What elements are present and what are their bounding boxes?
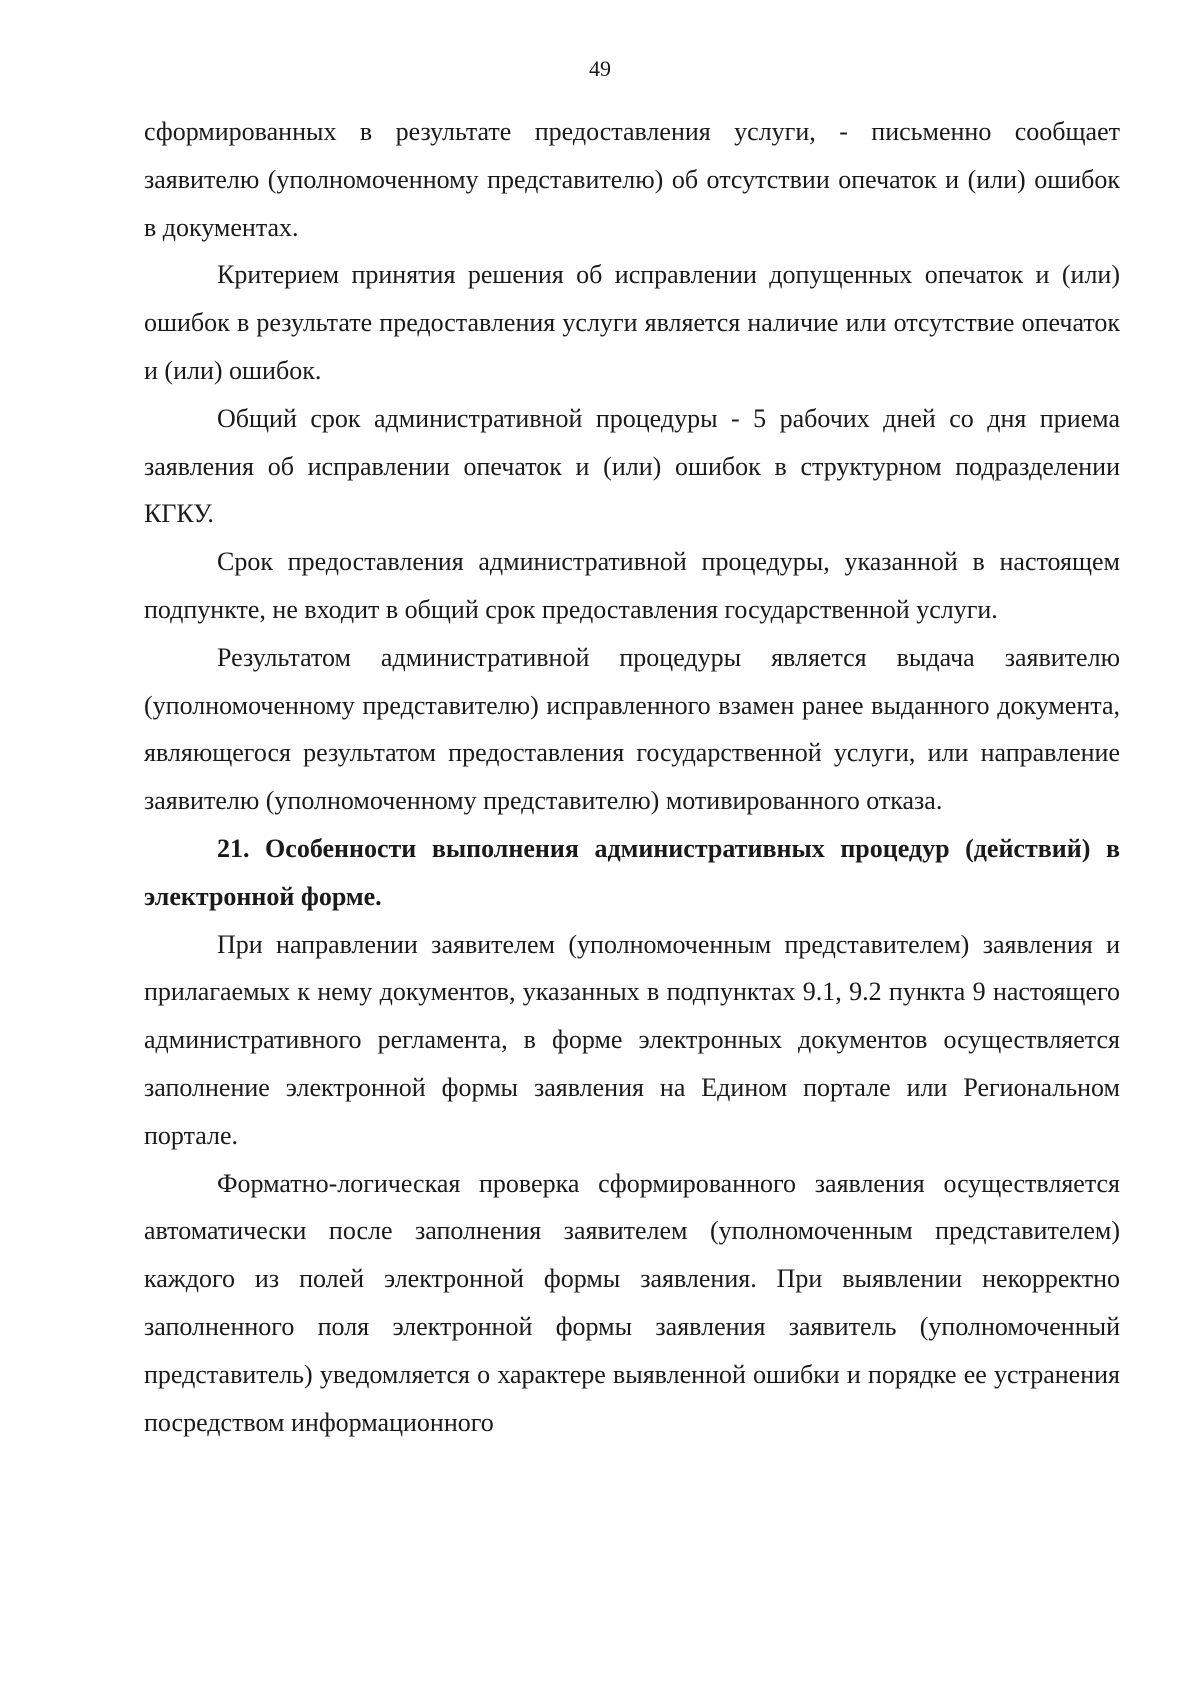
paragraph-electronic-submission: При направлении заявителем (уполномоченным представителем) заявления и прилагаемых к нему документов, указанных в подпунктах 9.1, 9.2 пункта 9 настоящего административного регламента, в форме электронных документов осуществляется заполнение электронной формы заявления на Едином портале или Региональном портале. [144, 929, 1120, 1150]
paragraph-term-exclusion: Срок предоставления административной процедуры, указанной в настоящем подпункте, не входит в общий срок предоставления государственной услуги. [144, 547, 1120, 624]
paragraph-total-term: Общий срок административной процедуры - 5 рабочих дней со дня приема заявления об исправлении опечаток и (или) ошибок в структурном подразделении КГКУ. [144, 403, 1120, 529]
document-body [144, 108, 1120, 1446]
page-number: 49 [589, 56, 611, 81]
paragraph-criterion: Критерием принятия решения об исправлении допущенных опечаток и (или) ошибок в результате предоставления услуги является наличие или отсутствие опечаток и (или) ошибок. [144, 260, 1120, 385]
section-heading: 21. Особенности выполнения административных процедур (действий) в электронной форме. [144, 833, 1120, 911]
paragraph-format-check: Форматно-логическая проверка сформированного заявления осуществляется автоматически после заполнения заявителем (уполномоченным представителем) каждого из полей электронной формы заявления. При выявлении некорректно заполненного поля электронной формы заявления заявитель (уполномоченный представитель) уведомляется о характере выявленной ошибки и порядке ее устранения посредством информационного [144, 1168, 1120, 1437]
paragraph-continuation: сформированных в результате предоставления услуги, - письменно сообщает заявителю (уполномоченному представителю) об отсутствии опечаток и (или) ошибок в документах. [144, 117, 1120, 242]
paragraph-result: Результатом административной процедуры является выдача заявителю (уполномоченному представителю) исправленного взамен ранее выданного документа, являющегося результатом предоставления государственной услуги, или направление заявителю (уполномоченному представителю) мотивированного отказа. [144, 642, 1120, 816]
